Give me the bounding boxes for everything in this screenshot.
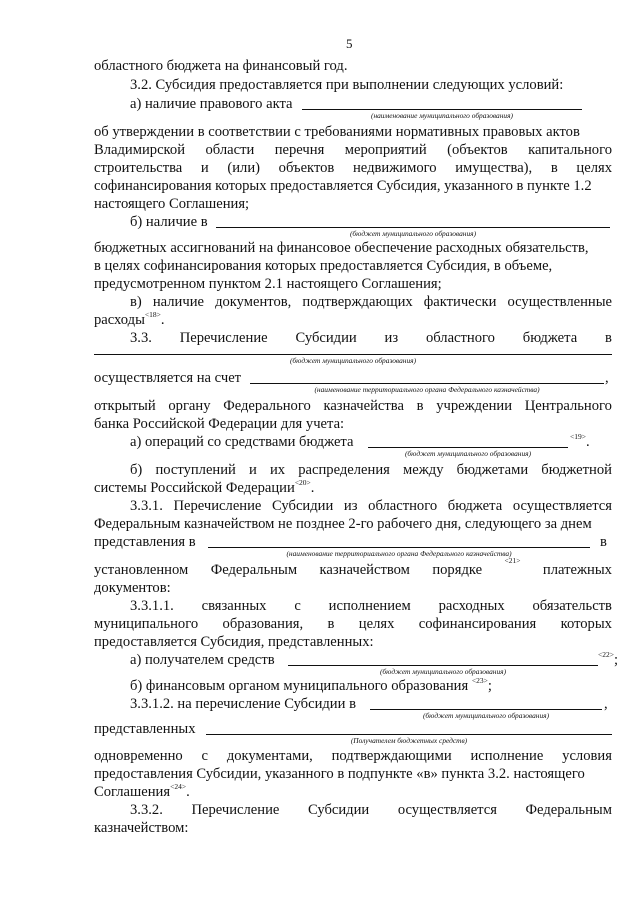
fill-in-line [368, 447, 568, 448]
text-line: б) поступлений и их распределения между бюджетами бюджетной [130, 462, 612, 478]
text-line: а) операций со средствами бюджета [130, 434, 354, 450]
text-line: бюджетных ассигнований на финансовое обеспечение расходных обязательств, [94, 240, 589, 256]
punctuation: , [604, 696, 608, 712]
text-line: $^{<22>}$; [598, 650, 619, 668]
text-line: системы Российской Федерации$^{<20>}$. [94, 478, 315, 496]
footnote-marker: <24> [170, 782, 187, 792]
text-line: представленных [94, 721, 196, 737]
text-line: областного бюджета на финансовый год. [94, 58, 348, 74]
text-line: б) финансовым органом муниципального образования $^{<23>}$; [130, 676, 492, 694]
text-line: Федеральным казначейством не позднее 2-го рабочего дня, следующего за днем [94, 516, 592, 532]
text-line: 3.3.2. Перечисление Субсидии осуществляется Федеральным [130, 802, 612, 818]
text-line: Соглашения$^{<24>}$. [94, 782, 190, 800]
field-caption: (бюджет муниципального образования) [422, 711, 550, 720]
fill-in-line [206, 734, 612, 735]
text-line: софинансирования которых предоставляется Субсидия, указанного в пункте 1.2 [94, 178, 592, 194]
text-line: представления в [94, 534, 196, 550]
punctuation: , [605, 370, 609, 386]
field-caption: (наименование территориального органа Федерального казначейства) [314, 385, 540, 394]
text-line: документов: [94, 580, 171, 596]
text-line: одновременно с документами, подтверждающими исполнение условия [94, 748, 612, 764]
footnote-marker: <21> [504, 556, 521, 565]
text-line: 3.3. Перечисление Субсидии из областного бюджета в [130, 330, 612, 346]
text-line: $^{<19>}$. [570, 432, 590, 450]
text-line: расходы$^{<18>}$. [94, 310, 165, 328]
footnote-marker: <22> [598, 650, 614, 660]
text-line: а) наличие правового акта [130, 96, 293, 112]
field-caption: (наименование муниципального образования) [370, 111, 514, 120]
text-line: 3.3.1. Перечисление Субсидии из областного бюджета осуществляется [130, 498, 612, 514]
text-line: осуществляется на счет [94, 370, 242, 386]
text-line: банка Российской Федерации для учета: [94, 416, 345, 432]
field-caption: (бюджет муниципального образования) [289, 356, 417, 365]
text-line: 3.3.1.2. на перечисление Субсидии в [130, 696, 356, 712]
text-line: в [600, 534, 607, 550]
text-line: установленном Федеральным казначейством порядке $^{<21>}$ платежных [94, 556, 612, 578]
text-line: об утверждении в соответствии с требованиями нормативных правовых актов [94, 124, 580, 140]
text-line: открытый органу Федерального казначейства в учреждении Центрального [94, 398, 612, 414]
text-line: в) наличие документов, подтверждающих фактически осуществленные [130, 294, 612, 310]
footnote-marker: <18> [144, 310, 161, 320]
page-number: 5 [346, 36, 353, 51]
text-line: казначейством: [94, 820, 189, 836]
text-line: а) получателем средств [130, 652, 275, 668]
footnote-marker: <20> [294, 478, 311, 488]
text-line: предусмотренном пунктом 2.1 настоящего Соглашения; [94, 276, 442, 292]
text-line: в целях софинансирования которых предоставляется Субсидия, в объеме, [94, 258, 553, 274]
fill-in-line [216, 227, 610, 228]
fill-in-line [370, 709, 602, 710]
text-line: предоставляется Субсидия, представленных: [94, 634, 374, 650]
fill-in-line [288, 665, 598, 666]
field-caption: (Получателем бюджетных средств) [350, 736, 468, 745]
text-line: предоставления Субсидии, указанного в подпункте «в» пункта 3.2. настоящего [94, 766, 585, 782]
footnote-marker: <19> [570, 432, 586, 442]
fill-in-line [94, 354, 612, 355]
field-caption: (бюджет муниципального образования) [404, 449, 532, 458]
field-caption: (наименование территориального органа Федерального казначейства) [286, 549, 512, 558]
footnote-marker: <23> [471, 676, 488, 686]
field-caption: (бюджет муниципального образования) [379, 667, 507, 676]
text-line: б) наличие в [130, 214, 208, 230]
fill-in-line [302, 109, 582, 110]
text-line: муниципального образования, в целях софинансирования которых [94, 616, 612, 632]
field-caption: (бюджет муниципального образования) [349, 229, 477, 238]
text-line: 3.2. Субсидия предоставляется при выполнении следующих условий: [130, 77, 564, 93]
text-line: Владимирской области перечня мероприятий (объектов капитального [94, 142, 612, 158]
fill-in-line [250, 383, 604, 384]
text-line: 3.3.1.1. связанных с исполнением расходных обязательств [130, 598, 612, 614]
text-line: настоящего Соглашения; [94, 196, 250, 212]
fill-in-line [208, 547, 590, 548]
text-line: строительства и (или) объектов недвижимого имущества), в целях [94, 160, 612, 176]
